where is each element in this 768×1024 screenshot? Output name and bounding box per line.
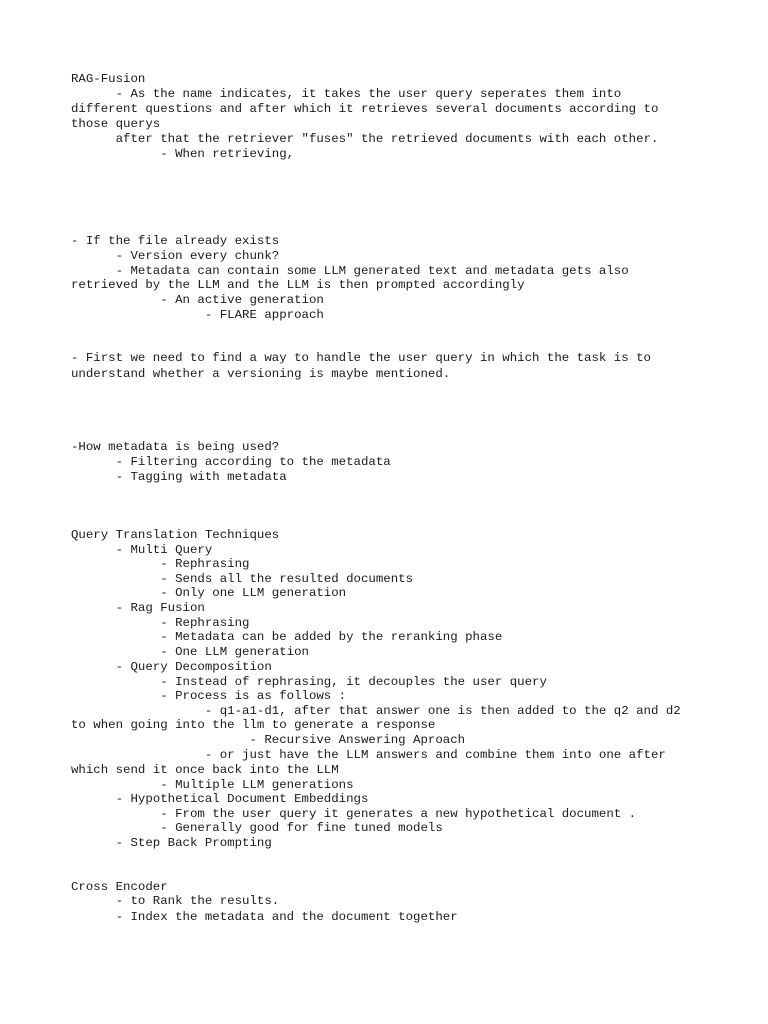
text-line: - Only one LLM generation bbox=[71, 586, 347, 600]
text-line: understand whether a versioning is maybe mentioned. bbox=[71, 367, 451, 381]
text-line: - Version every chunk? bbox=[71, 249, 280, 263]
text-line: - Multi Query bbox=[71, 543, 213, 557]
text-line: - One LLM generation bbox=[71, 645, 309, 659]
text-line: - Rephrasing bbox=[71, 616, 250, 630]
text-line: - Instead of rephrasing, it decouples the user query bbox=[71, 675, 547, 689]
text-line: - If the file already exists bbox=[71, 234, 280, 248]
text-line: - Sends all the resulted documents bbox=[71, 572, 414, 586]
text-line: - Rephrasing bbox=[71, 557, 250, 571]
text-line: - Hypothetical Document Embeddings bbox=[71, 792, 369, 806]
text-line: retrieved by the LLM and the LLM is then prompted accordingly bbox=[71, 278, 525, 292]
text-line: which send it once back into the LLM bbox=[71, 763, 339, 777]
heading-query-translation: Query Translation Techniques bbox=[71, 528, 280, 542]
text-line: - First we need to find a way to handle the user query in which the task is to bbox=[71, 351, 651, 365]
text-line: - Metadata can contain some LLM generated text and metadata gets also bbox=[71, 264, 629, 278]
text-line: - Metadata can be added by the reranking phase bbox=[71, 630, 503, 644]
text-line: - Filtering according to the metadata bbox=[71, 455, 391, 469]
text-line: those querys bbox=[71, 117, 161, 131]
text-line: - Rag Fusion bbox=[71, 601, 205, 615]
text-line: - As the name indicates, it takes the user query seperates them into bbox=[71, 87, 622, 101]
text-line: - An active generation bbox=[71, 293, 324, 307]
text-line: - q1-a1-d1, after that answer one is then added to the q2 and d2 bbox=[71, 704, 681, 718]
text-line: different questions and after which it retrieves several documents according to bbox=[71, 102, 659, 116]
text-line: - Query Decomposition bbox=[71, 660, 272, 674]
heading-rag-fusion: RAG-Fusion bbox=[71, 72, 146, 86]
text-line: -How metadata is being used? bbox=[71, 440, 280, 454]
text-line: - FLARE approach bbox=[71, 308, 324, 322]
text-line: - Recursive Answering Aproach bbox=[71, 733, 466, 747]
text-line: to when going into the llm to generate a response bbox=[71, 718, 436, 732]
text-line: - From the user query it generates a new hypothetical document . bbox=[71, 807, 637, 821]
text-line: - Step Back Prompting bbox=[71, 836, 272, 850]
text-line: - Multiple LLM generations bbox=[71, 778, 354, 792]
text-line: - Generally good for fine tuned models bbox=[71, 821, 443, 835]
text-line: - When retrieving, bbox=[71, 147, 295, 161]
text-line: after that the retriever "fuses" the retrieved documents with each other. bbox=[71, 132, 659, 146]
text-line: - Index the metadata and the document together bbox=[71, 910, 458, 924]
heading-cross-encoder: Cross Encoder bbox=[71, 880, 168, 894]
text-line: - or just have the LLM answers and combine them into one after bbox=[71, 748, 666, 762]
text-line: - to Rank the results. bbox=[71, 894, 280, 908]
text-line: - Process is as follows : bbox=[71, 689, 347, 703]
text-line: - Tagging with metadata bbox=[71, 470, 287, 484]
